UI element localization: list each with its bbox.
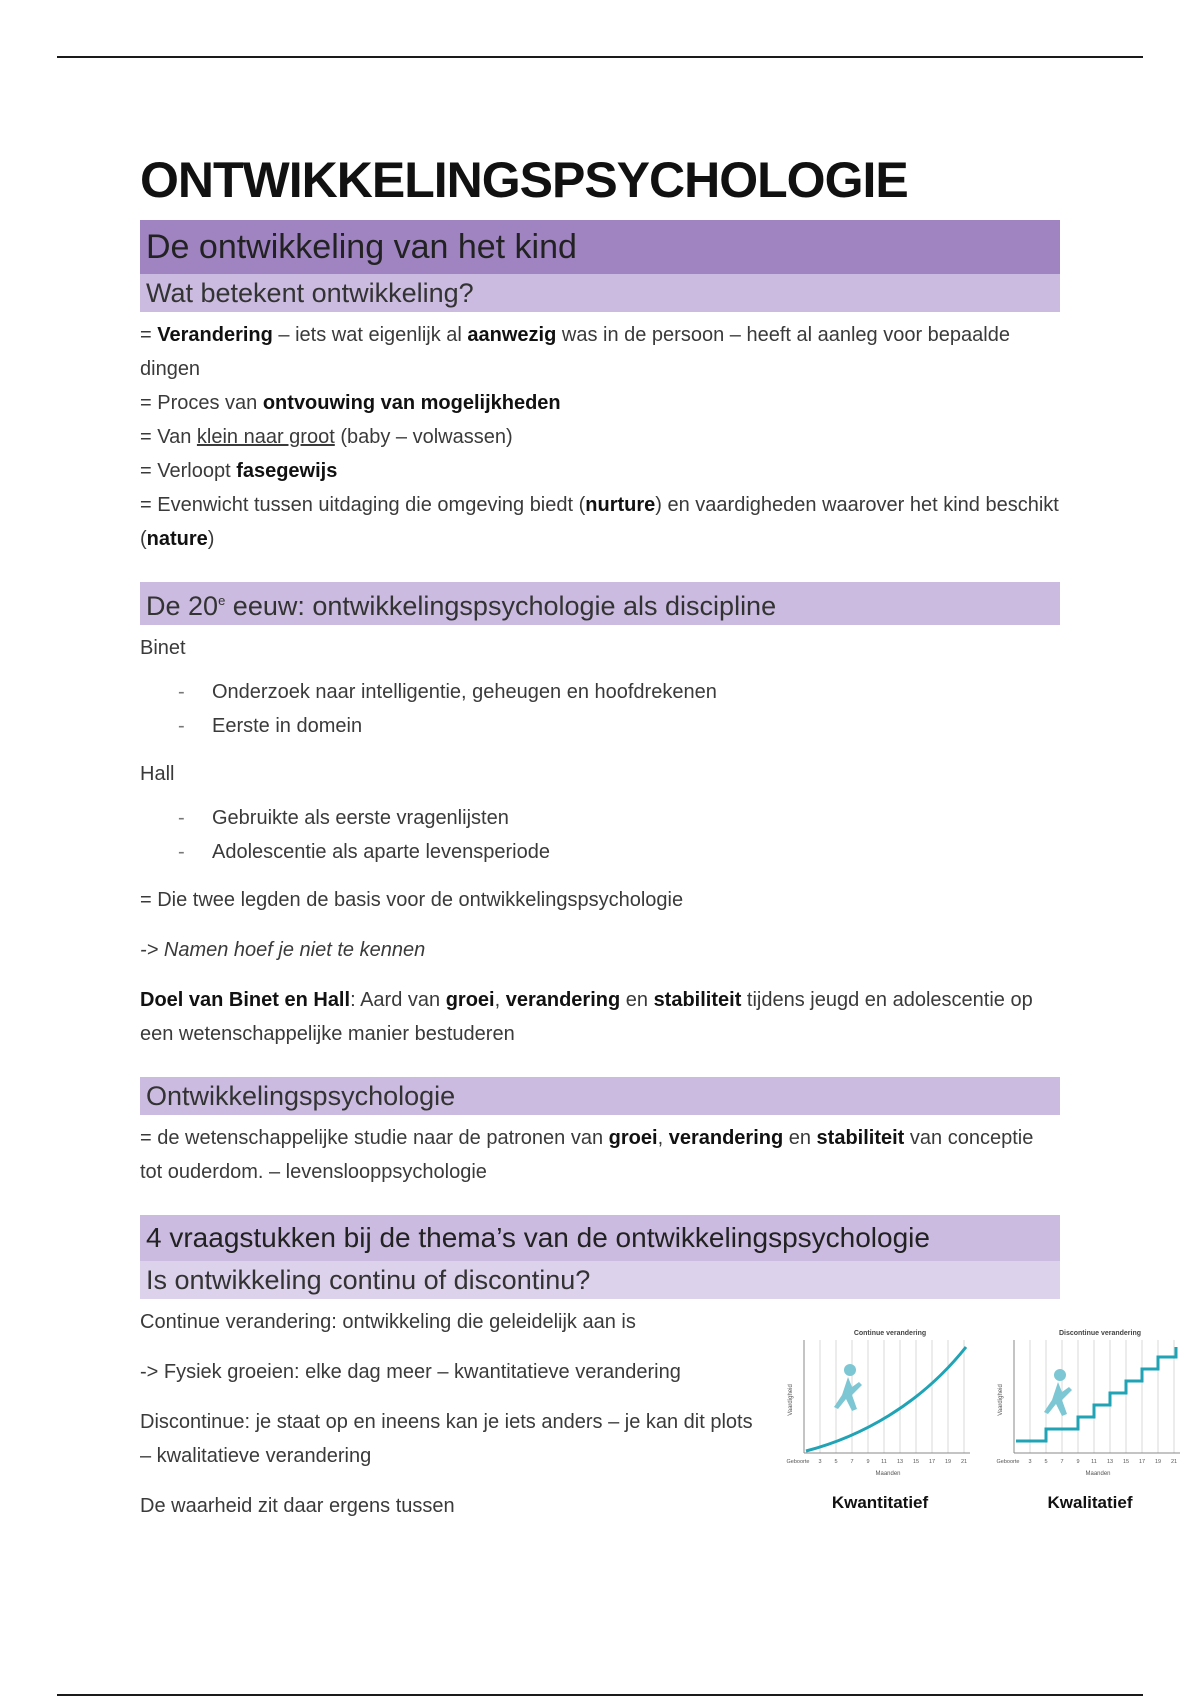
y-label: Vaardigheid — [998, 1384, 1004, 1416]
figure-continuous — [780, 1325, 980, 1513]
tick-label: 3 — [1028, 1459, 1032, 1465]
child-figure-icon — [1044, 1369, 1072, 1416]
child-figure-icon — [834, 1364, 862, 1411]
figures — [780, 1325, 1200, 1525]
heading-20th-century: De 20e eeuw: ontwikkelingspsychologie als discipline — [140, 582, 1060, 625]
tick-label: 3 — [818, 1459, 822, 1465]
top-rule — [57, 56, 1143, 58]
tick-label: Geboorte — [786, 1459, 810, 1465]
caption-quantitative: Kwantitatief — [831, 1493, 929, 1512]
bottom-rule — [57, 1694, 1143, 1696]
definition-developmental-psychology: = de wetenschappelijke studie naar de patronen van groei, verandering en stabiliteit van conceptie tot ouderdom. – levenslooppsychologie — [140, 1127, 1034, 1183]
x-label: Maanden — [875, 1471, 901, 1477]
continuous-curve — [806, 1347, 966, 1451]
definition-phases: = Verloopt fasegewijs — [140, 460, 338, 482]
subheading-continuous: Is ontwikkeling continu of discontinu? — [140, 1261, 1060, 1299]
y-label: Vaardigheid — [788, 1384, 794, 1416]
subheading-what-is-development: Wat betekent ontwikkeling? — [140, 274, 1060, 312]
tick-label: 13 — [896, 1459, 904, 1465]
definition-balance: = Evenwicht tussen uitdaging die omgeving biedt (nurture) en vaardigheden waarover het kind beschikt (nature) — [140, 494, 1059, 550]
tick-label: 15 — [1122, 1459, 1130, 1465]
heading-child-development: De ontwikkeling van het kind — [140, 220, 1060, 274]
label-hall: Hall — [140, 763, 175, 785]
definition-small-to-large: = Van klein naar groot (baby – volwassen) — [140, 426, 513, 448]
document-title: ONTWIKKELINGSPSYCHOLOGIE — [140, 152, 908, 208]
tick-label: 9 — [866, 1459, 870, 1465]
goal-binet-hall: Doel van Binet en Hall: Aard van groei, verandering en stabiliteit tijdens jeugd en adolescentie op een wetenschappelijke manier bestuderen — [140, 989, 1033, 1045]
definition-change: = Verandering – iets wat eigenlijk al aanwezig was in de persoon – heeft al aanleg voor bepaalde dingen — [140, 324, 1010, 380]
caption-qualitative: Kwalitatief — [1047, 1493, 1133, 1512]
continuity-text — [140, 1305, 760, 1523]
grid — [1030, 1340, 1174, 1453]
binet-list — [140, 675, 1060, 743]
list-item: - Eerste in domein — [178, 709, 1060, 743]
tick-label: 13 — [1106, 1459, 1114, 1465]
tick-label: 21 — [1170, 1459, 1178, 1465]
chart-title: Continue verandering — [853, 1330, 927, 1337]
tick-label: 7 — [850, 1459, 854, 1465]
tick-label: 19 — [944, 1459, 952, 1465]
discontinuous-change: Discontinue: je staat op en ineens kan je iets anders – je kan dit plots – kwalitatieve verandering — [140, 1411, 753, 1467]
tick-label: 15 — [912, 1459, 920, 1465]
physical-growth-note: -> Fysiek groeien: elke dag meer – kwantitatieve verandering — [140, 1361, 681, 1383]
tick-label: 9 — [1076, 1459, 1080, 1465]
list-item: - Gebruikte als eerste vragenlijsten — [178, 801, 1060, 835]
continuous-chart — [780, 1325, 980, 1485]
continuous-change: Continue verandering: ontwikkeling die geleidelijk aan is — [140, 1311, 636, 1333]
tick-label: 17 — [1138, 1459, 1146, 1465]
tick-label: 17 — [928, 1459, 936, 1465]
discontinuous-chart — [990, 1325, 1190, 1485]
chart-title: Discontinue verandering — [1058, 1330, 1142, 1337]
tick-label: 11 — [881, 1459, 887, 1465]
tick-label: 19 — [1154, 1459, 1162, 1465]
list-item: - Adolescentie als aparte levensperiode — [178, 835, 1060, 869]
document-body — [140, 150, 1178, 1523]
x-label: Maanden — [1085, 1471, 1111, 1477]
tick-label: 11 — [1091, 1459, 1097, 1465]
discontinuous-steps — [1016, 1347, 1176, 1441]
basis-statement: = Die twee legden de basis voor de ontwikkelingspsychologie — [140, 889, 684, 911]
label-binet: Binet — [140, 637, 186, 659]
tick-label: 5 — [1044, 1459, 1048, 1465]
tick-label: 7 — [1060, 1459, 1064, 1465]
definition-process: = Proces van ontvouwing van mogelijkheden — [140, 392, 561, 414]
tick-label: 21 — [960, 1459, 968, 1465]
heading-developmental-psychology: Ontwikkelingspsychologie — [140, 1077, 1060, 1115]
heading-four-issues: 4 vraagstukken bij de thema’s van de ontwikkelingspsychologie — [140, 1215, 1060, 1261]
figure-discontinuous — [990, 1325, 1190, 1513]
list-item: - Onderzoek naar intelligentie, geheugen en hoofdrekenen — [178, 675, 1060, 709]
tick-label: 5 — [834, 1459, 838, 1465]
tick-label: Geboorte — [996, 1459, 1020, 1465]
continuity-section — [140, 1215, 1178, 1523]
truth-in-between: De waarheid zit daar ergens tussen — [140, 1495, 455, 1517]
note-names: -> Namen hoef je niet te kennen — [140, 939, 426, 961]
hall-list — [140, 801, 1060, 869]
